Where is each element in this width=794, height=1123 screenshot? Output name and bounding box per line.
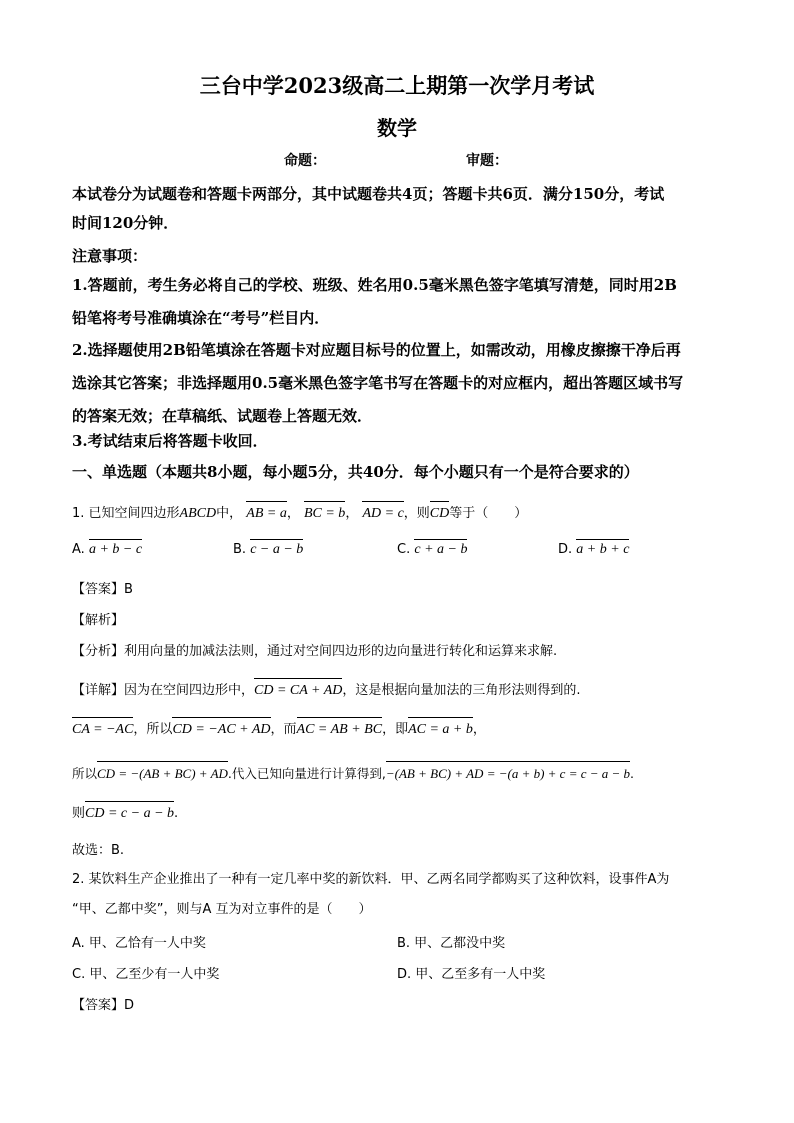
q2-option-a: A. 甲、乙恰有一人中奖 bbox=[72, 936, 206, 951]
note-1 bbox=[72, 271, 726, 333]
q1-option-b bbox=[233, 538, 303, 558]
q2-stem-line-1: 2. 某饮料生产企业推出了一种有一定几率中奖的新饮料．甲、乙两名同学都购买了这种饮料，设事件A为 bbox=[72, 872, 670, 887]
q1-option-d bbox=[558, 538, 629, 558]
subject-title: 数学 bbox=[377, 116, 417, 140]
q2-answer: 【答案】D bbox=[72, 998, 135, 1013]
proposer-label: 命题： bbox=[284, 153, 326, 169]
q1-option-a bbox=[72, 538, 142, 558]
q1-l3-dot: . bbox=[630, 766, 635, 781]
q1-xiangjie-line-3 bbox=[72, 760, 732, 784]
q1-stem-mid: 中， bbox=[216, 506, 243, 521]
q1-fenxi: 【分析】利用向量的加减法法则，通过对空间四边形的边向量进行转化和运算来求解. bbox=[72, 644, 558, 659]
q1-eq-ac-1: AC = AB + BC bbox=[297, 716, 383, 740]
note-2-line-c: 的答案无效；在草稿纸、试题卷上答题无效． bbox=[72, 407, 373, 425]
note-1-line-a: 1.答题前，考生务必将自己的学校、班级、姓名用0.5毫米黑色签字笔填写清楚，同时用2B bbox=[72, 276, 677, 294]
q1-tail: 等于（ ） bbox=[449, 506, 528, 521]
q1-eq-cd-1: CD = −AC + AD bbox=[172, 716, 270, 740]
q1-option-d-label: D. bbox=[558, 542, 573, 557]
q1-vector-ad: AD = c bbox=[362, 500, 403, 524]
q2-option-b: B. 甲、乙都没中奖 bbox=[397, 936, 506, 951]
q1-xiangjie-prefix: 【详解】因为在空间四边形中， bbox=[72, 683, 255, 698]
q1-vector-ab: AB = a bbox=[246, 500, 287, 524]
q1-xiangjie-tail: ，这是根据向量加法的三角形法则得到的. bbox=[342, 683, 581, 698]
intro-paragraph bbox=[72, 180, 726, 238]
q1-l3-so: 所以 bbox=[72, 766, 98, 781]
q1-option-a-value: a + b − c bbox=[89, 538, 142, 558]
q1-eq-ac-2: AC = a + b bbox=[408, 716, 473, 740]
question-2-stem bbox=[72, 870, 732, 920]
q1-eq-cd-final: CD = c − a − b bbox=[85, 800, 174, 824]
question-1-stem: 1. 已知空间四边形ABCD中， AB = a， BC = b， AD = c，则CD等于（ ） bbox=[72, 500, 732, 524]
reviewer-label: 审题： bbox=[466, 153, 508, 169]
intro-line-1: 本试卷分为试题卷和答题卡两部分，其中试题卷共4页；答题卡共6页．满分150分，考试 bbox=[72, 185, 665, 203]
q1-xiangjie-eq: CD = CA + AD bbox=[254, 677, 342, 701]
q1-l2-comma: ， bbox=[472, 722, 486, 737]
note-2-line-a: 2.选择题使用2B铅笔填涂在答题卡对应题目标号的位置上，如需改动，用橡皮擦擦干净后再 bbox=[72, 341, 681, 359]
q1-xiangjie-line-4 bbox=[72, 800, 732, 824]
q1-then: ，则 bbox=[403, 506, 430, 521]
q1-l2-ie: ，即 bbox=[382, 722, 409, 737]
note-1-line-b: 铅笔将考号准确填涂在“考号”栏目内． bbox=[72, 309, 330, 327]
q1-option-a-label: A. bbox=[72, 542, 85, 557]
q1-l2-so: ，所以 bbox=[133, 722, 173, 737]
section-heading: 一、单选题（本题共8小题，每小题5分，共40分．每个小题只有一个是符合要求的） bbox=[72, 463, 639, 481]
q2-option-d: D. 甲、乙至多有一人中奖 bbox=[397, 967, 546, 982]
q1-xiangjie-line-2 bbox=[72, 716, 732, 740]
q1-vector-bc: BC = b bbox=[304, 500, 345, 524]
q1-choose: 故选：B. bbox=[72, 843, 125, 858]
q1-analysis-label: 【解析】 bbox=[72, 613, 125, 628]
notes-title: 注意事项： bbox=[72, 247, 148, 265]
q1-quad-name: ABCD bbox=[179, 506, 217, 521]
intro-line-2: 时间120分钟． bbox=[72, 214, 179, 232]
q1-eq-ca: CA = −AC bbox=[72, 716, 133, 740]
page-title: 三台中学2023级高二上期第一次学月考试 bbox=[199, 73, 595, 98]
q1-option-c-value: c + a − b bbox=[414, 538, 467, 558]
q2-stem-line-2: “甲、乙都中奖”，则与A 互为对立事件的是（ ） bbox=[72, 902, 372, 917]
q1-l2-and: ，而 bbox=[270, 722, 297, 737]
note-2 bbox=[72, 336, 726, 431]
q1-l3-subst: .代入已知向量进行计算得到, bbox=[227, 766, 386, 781]
note-2-line-b: 选涂其它答案；非选择题用0.5毫米黑色签字笔书写在答题卡的对应框内，超出答题区域书写 bbox=[72, 374, 684, 392]
q1-option-c-label: C. bbox=[397, 542, 411, 557]
q2-option-c: C. 甲、乙至少有一人中奖 bbox=[72, 967, 220, 982]
q1-l4-dot: . bbox=[174, 806, 179, 821]
q1-eq-cd-2: CD = −(AB + BC) + AD bbox=[97, 760, 228, 784]
q1-xiangjie-line-1 bbox=[72, 677, 732, 701]
q1-l4-then: 则 bbox=[72, 806, 86, 821]
q1-answer: 【答案】B bbox=[72, 582, 133, 597]
q1-vector-cd: CD bbox=[430, 500, 449, 524]
q1-option-b-value: c − a − b bbox=[250, 538, 303, 558]
q1-option-b-label: B. bbox=[233, 542, 247, 557]
q1-stem-prefix: 1. 已知空间四边形 bbox=[72, 506, 180, 521]
q1-eq-compute: −(AB + BC) + AD = −(a + b) + c = c − a − b bbox=[386, 760, 630, 784]
q1-option-d-value: a + b + c bbox=[576, 538, 629, 558]
q1-option-c bbox=[397, 538, 467, 558]
note-3: 3.考试结束后将答题卡收回． bbox=[72, 432, 268, 450]
